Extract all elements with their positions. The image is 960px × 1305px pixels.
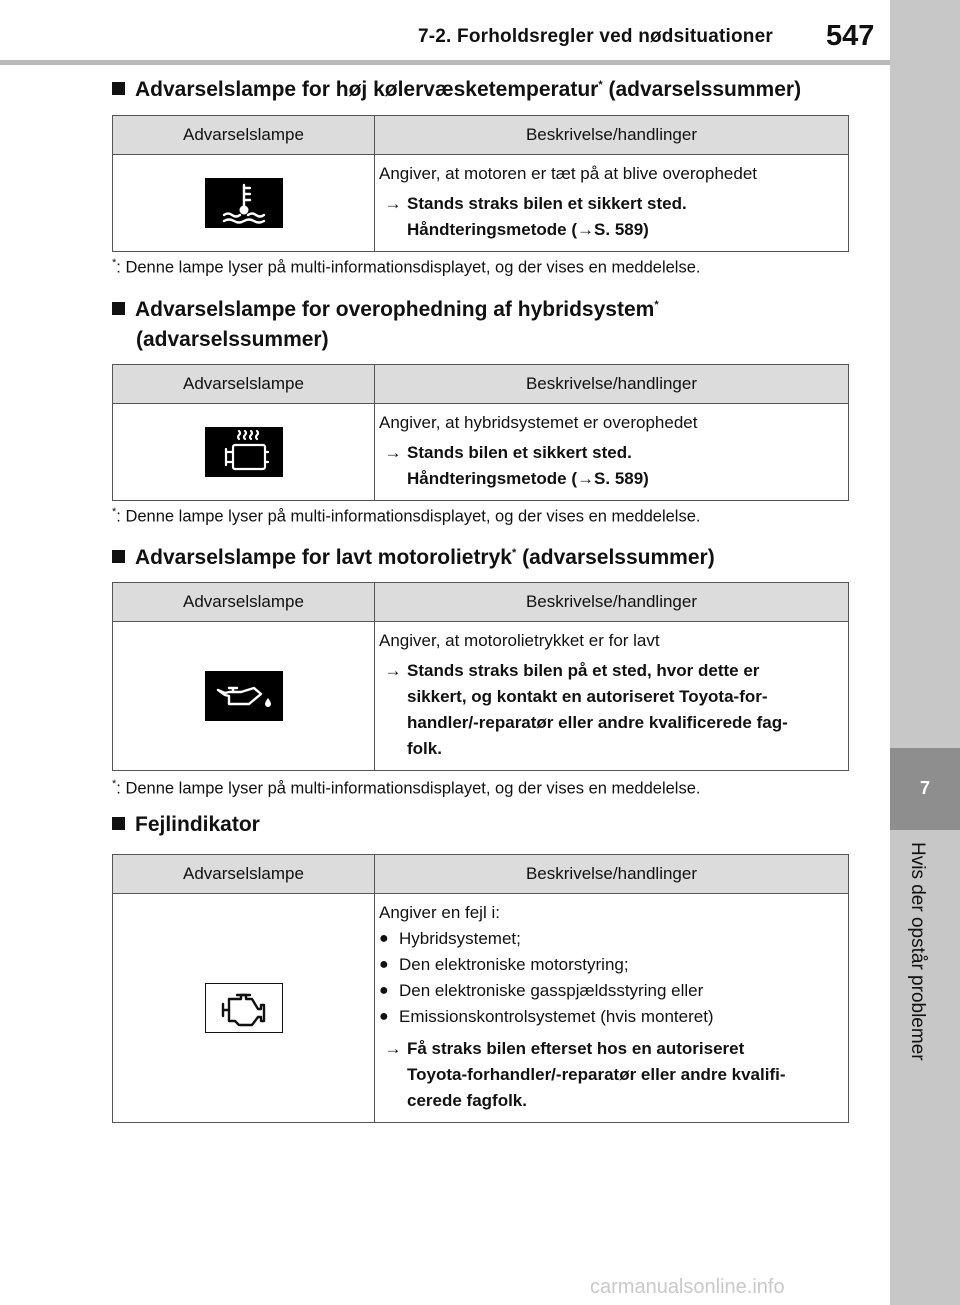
arrow-icon: → xyxy=(577,469,595,488)
icon-cell xyxy=(113,894,375,1123)
description-cell xyxy=(375,622,849,771)
square-bullet-icon xyxy=(112,302,125,315)
list-item: ● Den elektroniske gasspjældsstyring eller xyxy=(379,978,844,1004)
warning-table-coolant xyxy=(112,115,849,252)
header-rule xyxy=(0,60,890,65)
chapter-tab[interactable] xyxy=(890,748,960,830)
col-header-desc: Beskrivelse/handlinger xyxy=(375,365,849,404)
description-cell xyxy=(375,894,849,1123)
col-header-lamp: Advarselslampe xyxy=(113,116,375,155)
col-header-lamp: Advarselslampe xyxy=(113,855,375,894)
hybrid-system-overheat-icon xyxy=(205,427,283,477)
action-text: Stands straks bilen et sikkert sted. xyxy=(407,194,687,213)
action-ref-prefix: Håndteringsmetode ( xyxy=(407,469,578,488)
list-item: ● Hybridsystemet; xyxy=(379,926,844,952)
bullet-icon: ● xyxy=(379,1008,389,1025)
arrow-icon: → xyxy=(384,661,402,680)
description-text: Angiver, at hybridsystemet er overophedet xyxy=(379,413,698,432)
page-ref-link[interactable]: S. 589) xyxy=(594,469,649,488)
chapter-sidebar xyxy=(890,0,960,1305)
arrow-icon: → xyxy=(384,194,402,213)
description-cell xyxy=(375,404,849,501)
warning-table-malfunction xyxy=(112,854,849,1123)
arrow-icon: → xyxy=(384,1039,402,1058)
check-engine-icon xyxy=(205,983,283,1033)
col-header-lamp: Advarselslampe xyxy=(113,365,375,404)
action-text: Få straks bilen efterset hos en autoriseret Toyota-forhandler/-reparatør eller andre kvalifi- cerede fagfolk. xyxy=(407,1039,786,1110)
icon-cell xyxy=(113,155,375,252)
square-bullet-icon xyxy=(112,817,125,830)
oil-pressure-icon xyxy=(205,671,283,721)
page-number: 547 xyxy=(826,20,875,52)
footnote: *: Denne lampe lyser på multi-informationsdisplayet, og der vises en meddelelse. xyxy=(112,257,701,277)
description-cell xyxy=(375,155,849,252)
col-header-lamp: Advarselslampe xyxy=(113,583,375,622)
list-item: ● Emissionskontrolsystemet (hvis monteret) xyxy=(379,1004,844,1030)
list-item: ● Den elektroniske motorstyring; xyxy=(379,952,844,978)
chapter-title: Hvis der opstår problemer xyxy=(907,842,928,1061)
section-heading-malfunction: Fejlindikator xyxy=(112,810,260,840)
square-bullet-icon xyxy=(112,550,125,563)
description-text: Angiver, at motorolietrykket er for lavt xyxy=(379,631,660,650)
arrow-icon: → xyxy=(384,443,402,462)
chapter-number: 7 xyxy=(919,778,930,798)
coolant-temperature-icon xyxy=(205,178,283,228)
warning-table-oil-pressure xyxy=(112,582,849,771)
section-heading-oil-pressure: Advarselslampe for lavt motorolietryk* (advarselssummer) xyxy=(112,538,715,573)
icon-cell xyxy=(113,622,375,771)
section-heading-coolant: Advarselslampe for høj kølervæsketemperatur* (advarselssummer) xyxy=(112,70,801,105)
watermark: carmanualsonline.info xyxy=(590,1276,785,1298)
footnote: *: Denne lampe lyser på multi-informationsdisplayet, og der vises en meddelelse. xyxy=(112,506,701,526)
bullet-icon: ● xyxy=(379,930,389,947)
arrow-icon: → xyxy=(577,220,595,239)
section-title: 7-2. Forholdsregler ved nødsituationer xyxy=(418,26,773,47)
action-ref-prefix: Håndteringsmetode ( xyxy=(407,220,578,239)
bullet-icon: ● xyxy=(379,982,389,999)
description-text: Angiver, at motoren er tæt på at blive overophedet xyxy=(379,164,758,183)
icon-cell xyxy=(113,404,375,501)
col-header-desc: Beskrivelse/handlinger xyxy=(375,855,849,894)
col-header-desc: Beskrivelse/handlinger xyxy=(375,583,849,622)
warning-table-hybrid xyxy=(112,364,849,501)
description-text: Angiver en fejl i: xyxy=(379,903,500,922)
action-text: Stands bilen et sikkert sted. xyxy=(407,443,632,462)
footnote: *: Denne lampe lyser på multi-informationsdisplayet, og der vises en meddelelse. xyxy=(112,778,701,798)
bullet-icon: ● xyxy=(379,956,389,973)
section-heading-hybrid: Advarselslampe for overophedning af hybridsystem* (advarselssummer) xyxy=(112,290,659,355)
action-text: Stands straks bilen på et sted, hvor dette er sikkert, og kontakt en autoriseret Toyota-for- handler/-reparatør eller andre kvalificerede fag- folk. xyxy=(407,661,788,758)
col-header-desc: Beskrivelse/handlinger xyxy=(375,116,849,155)
square-bullet-icon xyxy=(112,82,125,95)
page-ref-link[interactable]: S. 589) xyxy=(594,220,649,239)
